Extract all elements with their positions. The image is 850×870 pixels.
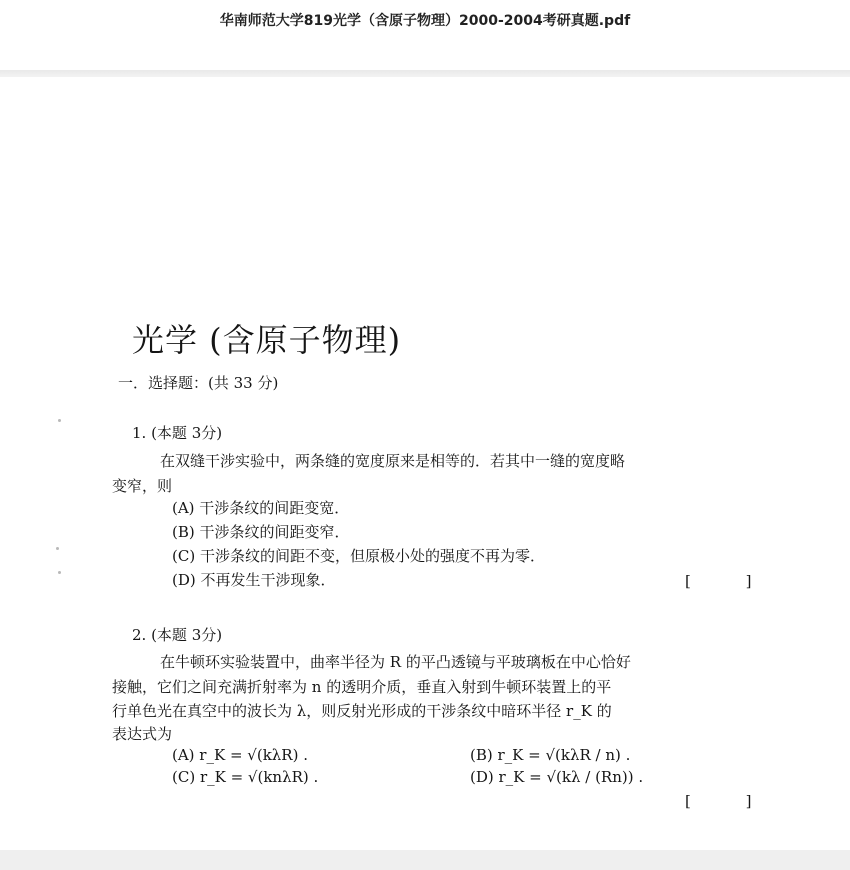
question-2-header: 2. (本题 3分)	[132, 626, 223, 644]
question-1-option-d: (D) 不再发生干涉现象．	[172, 571, 336, 589]
question-2-text-line: 行单色光在真空中的波长为 λ，则反射光形成的干涉条纹中暗环半径 r_K 的	[112, 702, 612, 720]
scan-speck	[58, 571, 61, 574]
question-1-option-a: (A) 干涉条纹的间距变宽．	[172, 499, 350, 517]
page-separator-bottom	[0, 850, 850, 870]
pdf-page	[0, 77, 850, 850]
section-title: 一．选择题：(共 33 分)	[118, 374, 279, 392]
question-2-option-a: (A) r_K = √(kλR) .	[172, 746, 308, 764]
scan-speck	[56, 547, 59, 550]
question-1-header: 1. (本题 3分)	[132, 424, 223, 442]
question-2-text-line: 接触，它们之间充满折射率为 n 的透明介质，垂直入射到牛顿环装置上的平	[112, 678, 612, 696]
question-1-answer-bracket: [ ]	[685, 572, 752, 590]
question-2-text-line: 表达式为	[112, 725, 173, 743]
question-1-text-line: 变窄，则	[112, 477, 173, 495]
scan-speck	[58, 419, 61, 422]
page-heading: 光学 (含原子物理)	[132, 321, 402, 359]
question-1-text-line: 在双缝干涉实验中，两条缝的宽度原来是相等的．若其中一缝的宽度略	[160, 452, 626, 470]
question-1-option-b: (B) 干涉条纹的间距变窄．	[172, 523, 350, 541]
question-1-option-c: (C) 干涉条纹的间距不变，但原极小处的强度不再为零．	[172, 547, 545, 565]
question-2-text-line: 在牛顿环实验装置中，曲率半径为 R 的平凸透镜与平玻璃板在中心恰好	[160, 653, 631, 671]
page-separator-top	[0, 70, 850, 77]
viewer-title-bar	[0, 0, 850, 70]
question-2-option-d: (D) r_K = √(kλ / (Rn)) .	[470, 768, 644, 786]
question-2-option-c: (C) r_K = √(knλR) .	[172, 768, 319, 786]
document-title: 华南师范大学819光学（含原子物理）2000-2004考研真题.pdf	[219, 13, 631, 29]
question-2-answer-bracket: [ ]	[685, 792, 752, 810]
question-2-option-b: (B) r_K = √(kλR / n) .	[470, 746, 631, 764]
